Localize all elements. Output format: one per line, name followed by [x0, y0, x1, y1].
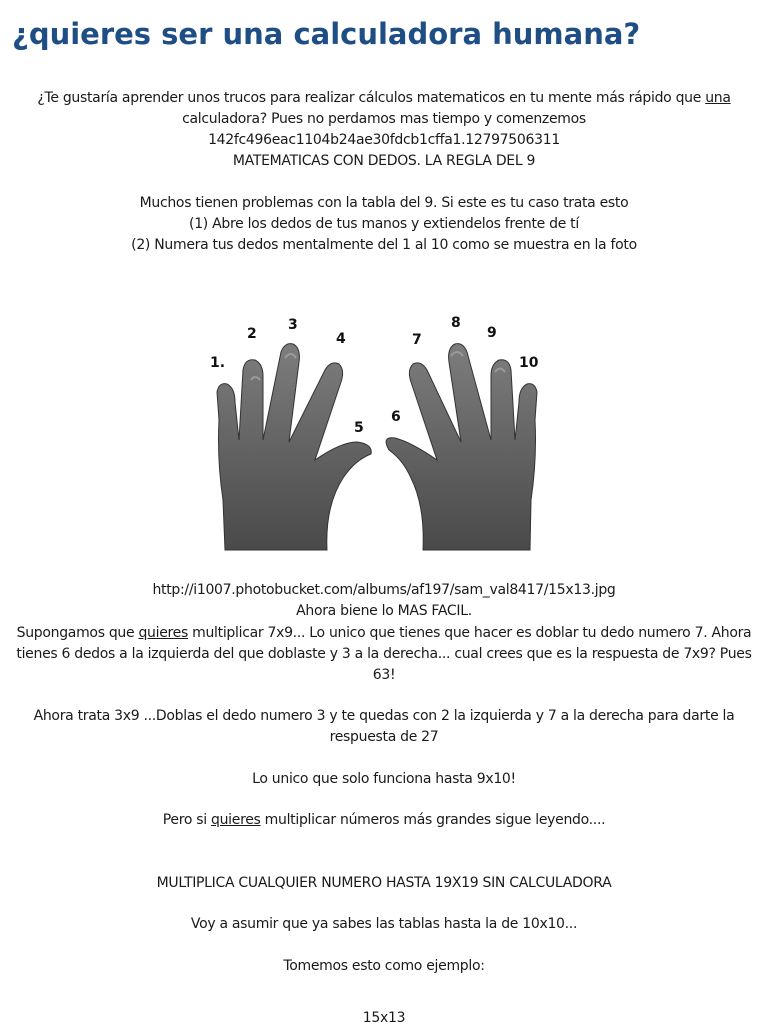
p4-text-before: Pero si	[162, 812, 211, 828]
steps-line-2: (1) Abre los dedos de tus manos y extiendelos frente de tí	[189, 216, 579, 232]
paragraph-2-line-2: respuesta de 27	[329, 729, 439, 745]
paragraph-6: Voy a asumir que ya sabes las tablas hasta la de 10x10...	[190, 916, 578, 932]
finger-label-8: 8	[451, 315, 461, 331]
page-title: ¿quieres ser una calculadora humana?	[12, 17, 641, 51]
easy-heading: Ahora biene lo MAS FACIL.	[296, 603, 472, 619]
paragraph-2-line-1: Ahora trata 3x9 ...Doblas el dedo numero 3 y te quedas con 2 la izquierda y 7 a la derecha para darte la	[33, 708, 735, 724]
left-hand	[217, 344, 371, 550]
hands-illustration	[205, 310, 550, 552]
quieres-link-1[interactable]: quieres	[138, 625, 188, 641]
hash-text: 142fc496eac1104b24ae30fdcb1cffa1.12797506311	[208, 132, 560, 148]
finger-label-7: 7	[412, 332, 422, 348]
steps-line-1: Muchos tienen problemas con la tabla del 9. Si este es tu caso trata esto	[139, 195, 629, 211]
steps-line-3: (2) Numera tus dedos mentalmente del 1 al 10 como se muestra en la foto	[131, 237, 637, 253]
intro-line-1	[0, 88, 768, 108]
finger-label-3: 3	[288, 317, 298, 333]
finger-label-6: 6	[391, 409, 401, 425]
hands-image	[205, 310, 550, 552]
paragraph-7: Tomemos esto como ejemplo:	[283, 958, 485, 974]
paragraph-1-line-1	[0, 623, 768, 643]
section-heading-19x19: MULTIPLICA CUALQUIER NUMERO HASTA 19X19 SIN CALCULADORA	[156, 875, 612, 891]
paragraph-3: Lo unico que solo funciona hasta 9x10!	[252, 771, 516, 787]
paragraph-1-line-2: tienes 6 dedos a la izquierda del que doblaste y 3 a la derecha... cual crees que es la respuesta de 7x9? Pues	[16, 646, 752, 662]
finger-label-5: 5	[354, 420, 364, 436]
intro-line-2: calculadora? Pues no perdamos mas tiempo y comenzemos	[182, 111, 586, 127]
p4-text-after: multiplicar números más grandes sigue leyendo....	[260, 812, 606, 828]
finger-label-2: 2	[247, 326, 257, 342]
section-heading-rule-9: MATEMATICAS CON DEDOS. LA REGLA DEL 9	[232, 153, 536, 169]
intro-text: ¿Te gustaría aprender unos trucos para realizar cálculos matematicos en tu mente más rápido que	[37, 90, 706, 106]
quieres-link-2[interactable]: quieres	[211, 812, 261, 828]
finger-label-10: 10	[519, 355, 539, 371]
finger-label-4: 4	[336, 331, 346, 347]
finger-label-9: 9	[487, 325, 497, 341]
example-15x13: 15x13	[362, 1010, 406, 1026]
finger-label-1: 1.	[210, 355, 226, 371]
p1-text-before: Supongamos que	[16, 625, 139, 641]
una-link[interactable]: una	[705, 90, 731, 106]
paragraph-1-line-3: 63!	[372, 667, 396, 683]
p1-text-after: multiplicar 7x9... Lo unico que tienes que hacer es doblar tu dedo numero 7. Ahora	[188, 625, 752, 641]
paragraph-4	[0, 810, 768, 830]
image-url: http://i1007.photobucket.com/albums/af197/sam_val8417/15x13.jpg	[152, 582, 616, 598]
right-hand	[386, 344, 537, 550]
